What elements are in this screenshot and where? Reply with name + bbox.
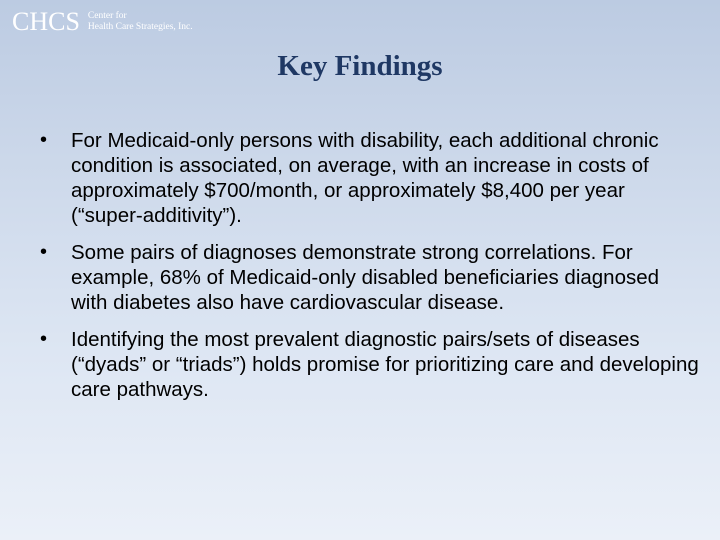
- logo-subtitle-line-1: Center for: [87, 11, 127, 21]
- bullet-list: [40, 128, 700, 414]
- bullet-item: • For Medicaid-only persons with disability, each additional chronic condition is associated, on average, with an increase in costs of approximately $700/month, or approximately $8,400 per year (“super-additivity”).: [40, 128, 700, 228]
- logo-subtitle-line-2: Health Care Strategies, Inc.: [87, 22, 193, 32]
- chcs-logo: [12, 8, 193, 36]
- logo-mark: CHCS: [12, 7, 80, 36]
- logo-subtitle: [88, 11, 193, 33]
- slide-title: Key Findings: [277, 50, 443, 82]
- bullet-item: • Identifying the most prevalent diagnostic pairs/sets of diseases (“dyads” or “triads”) holds promise for prioritizing care and developing care pathways.: [40, 327, 700, 402]
- bullet-item: • Some pairs of diagnoses demonstrate strong correlations. For example, 68% of Medicaid-only disabled beneficiaries diagnosed with diabetes also have cardiovascular disease.: [40, 240, 700, 315]
